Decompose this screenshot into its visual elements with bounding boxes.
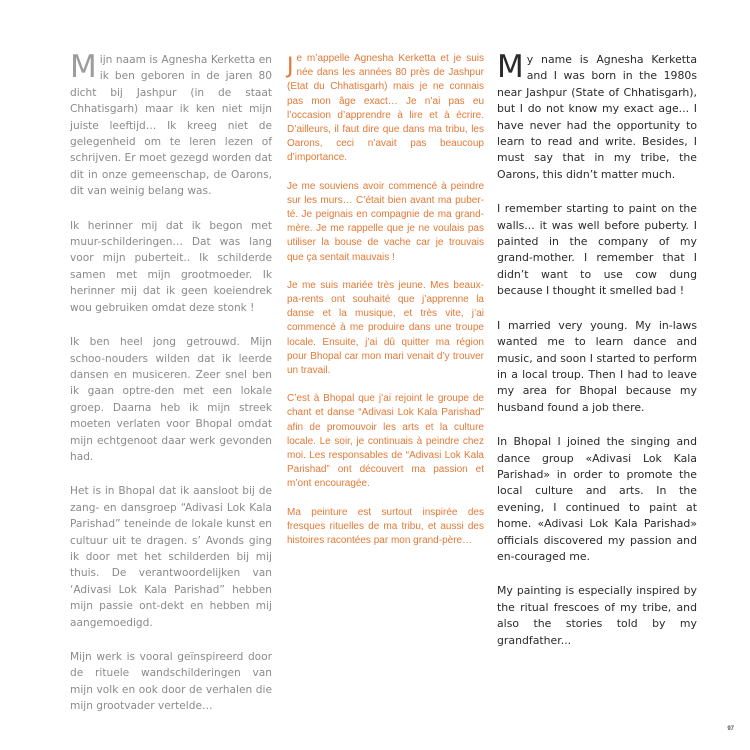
french-column [287,52,484,562]
french-dropcap: J [287,54,294,79]
french-paragraph-4: C’est à Bhopal que j’ai rejoint le groupe de chant et danse “Adivasi Lok Kala Parishad” afin de promouvoir les arts et la culture locale. Le soir, je continuais à peindre chez moi. Les responsables de “Adivasi Lok Kala Parishad” ont découvert ma passion et m’ont encouragée. [287,393,484,490]
french-paragraph-1-text: e m’appelle Agnesha Kerketta et je suis née dans les années 80 près de Jashpur (Etat du Chhatisgarh) mais je ne connais pas mon âge exact… Je n’ai pas eu l’occasion d’apprendre à lire et à écrire. D’ailleurs, il faut dire que dans ma tribu, les Oarons, ceci n’avait pas beaucoup d’importance. [287,53,484,164]
french-paragraph-1 [287,52,484,166]
dutch-column [70,49,272,733]
dutch-paragraph-1 [70,49,272,200]
dutch-dropcap: M [70,49,97,85]
dutch-paragraph-3: Ik ben heel jong getrouwd. Mijn schoo-nouders wilden dat ik leerde dansen en musiceren. Zeer snel ben ik gaan optre-den met een lokale groep. Daarna heb ik mijn streek moeten verlaten voor Bhopal omdat mijn echtgenoot daar werk gevonden had. [70,336,272,463]
french-paragraph-5: Ma peinture est surtout inspirée des fresques rituelles de ma tribu, et aussi des histoires racontées par mon grand-père… [287,506,484,547]
english-paragraph-5: My painting is especially inspired by the ritual frescoes of my tribe, and also the stories told by my grandfather... [497,584,697,647]
english-column [497,49,697,667]
english-paragraph-2: I remember starting to paint on the walls... it was well before puberty. I painted in the company of my grand-mother. I remember that I didn’t want to use cow dung because I thought it smelled bad ! [497,202,697,298]
english-paragraph-3: I married very young. My in-laws wanted me to learn dance and music, and soon I started to perform in a local troup. Then I had to leave my area for Bhopal because my husband found a job there. [497,318,697,414]
dutch-paragraph-2: Ik herinner mij dat ik begon met muur-schilderingen… Dat was lang voor mijn puberteit.. Ik schilderde samen met mijn grootmoeder. Ik herinner mij dat ik geen koeiendrek wou gebruiken omdat deze stonk ! [70,219,272,314]
dutch-paragraph-1-text: ijn naam is Agnesha Kerketta en ik ben geboren in de jaren 80 dicht bij Jashpur (in de staat Chhatisgarh) maar ik ken niet mijn juiste leeftijd… Ik kreeg niet de gelegenheid om te leren lezen of schrijven. Er moet gezegd worden dat dit in onze gemeenschap, de Oarons, dit van weinig belang was. [70,54,272,198]
dutch-paragraph-5: Mijn werk is vooral geïnspireerd door de rituele wandschilderingen van mijn volk en ook door de verhalen die mijn grootvader vertelde… [70,651,272,713]
dutch-paragraph-4: Het is in Bhopal dat ik aansloot bij de zang- en dansgroep “Adivasi Lok Kala Parishad” teneinde de lokale kunst en cultuur uit te dragen. s’ Avonds ging ik door met het schilderden bij mij thuis. De verantwoordelijken van ‘Adivasi Lok Kala Parishad” hebben mijn passie ont-dekt en hebben mij aangemoedigd. [70,485,272,629]
english-paragraph-1 [497,49,697,183]
english-paragraph-4: In Bhopal I joined the singing and dance group «Adivasi Lok Kala Parishad» in order to promote the local culture and arts. In the evening, I continued to paint at home. «Adivasi Lok Kala Parishad» officials discovered my passion and en-couraged me. [497,435,697,563]
french-paragraph-3: Je me suis mariée très jeune. Mes beaux-pa-rents ont souhaité que j’apprenne la danse et la musique, et très vite, j’ai commencé à me produire dans une troupe locale. Ensuite, j’ai dû quitter ma région pour Bhopal car mon mari venait d’y trouver un travail. [287,279,484,377]
french-paragraph-2: Je me souviens avoir commencé à peindre sur les murs… C’était bien avant ma puber-té. Je peignais en compagnie de ma grand-mère. Je me rappelle que je ne voulais pas utiliser la bouse de vache car je trouvais que ça sentait mauvais ! [287,180,484,263]
english-paragraph-1-text: y name is Agnesha Kerketta and I was born in the 1980s near Jashpur (State of Chhatisgarh), but I do not know my exact age... I have never had the opportunity to learn to read and write. Besides, I must say that in my tribe, the Oarons, this didn’t matter much. [497,53,697,181]
page-number: 97 [727,726,734,732]
english-dropcap: M [497,49,524,85]
